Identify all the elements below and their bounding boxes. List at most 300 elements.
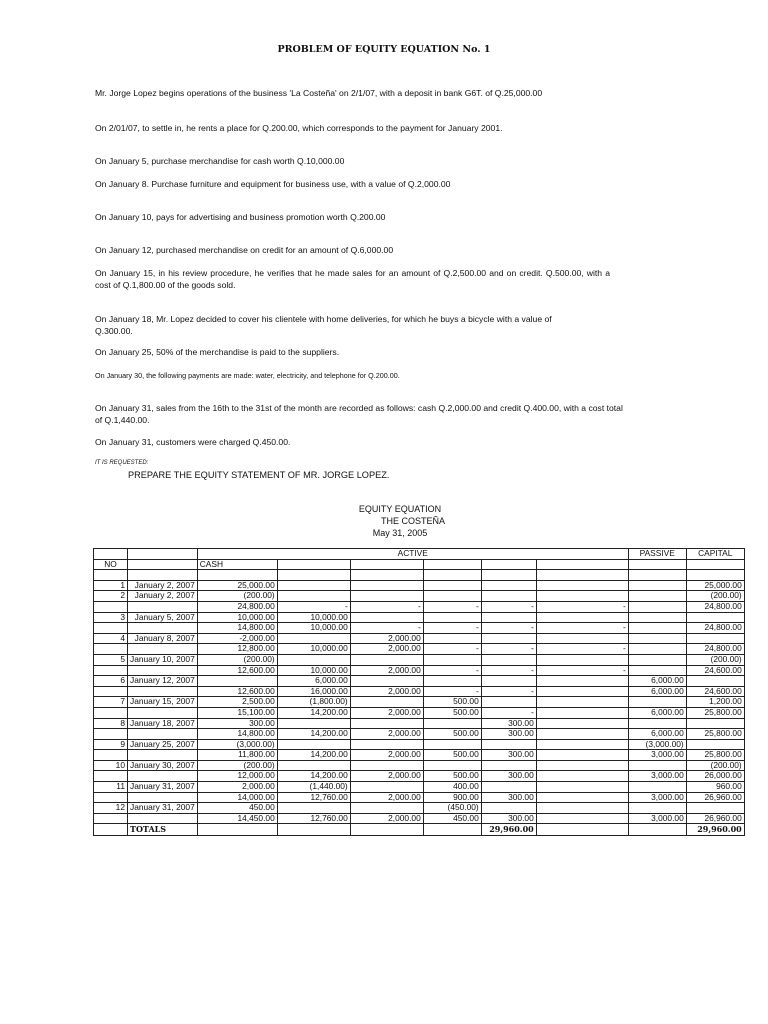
row-date: January 30, 2007 <box>128 760 198 771</box>
row-amount: 14,200.00 <box>277 750 350 761</box>
row-date: January 2, 2007 <box>128 580 198 591</box>
row-number <box>94 665 128 676</box>
row-number: 5 <box>94 654 128 665</box>
table-row <box>94 623 745 634</box>
row-number: 9 <box>94 739 128 750</box>
row-amount: 2,000.00 <box>350 644 423 655</box>
row-number <box>94 601 128 612</box>
row-amount <box>481 612 536 623</box>
header-blank <box>350 559 423 570</box>
row-amount <box>350 697 423 708</box>
totals-active: 29,960.00 <box>481 824 536 836</box>
equity-equation-table <box>93 548 745 836</box>
row-amount: 24,800.00 <box>686 601 744 612</box>
paragraph-jan18: On January 18, Mr. Lopez decided to cover his clientele with home deliveries, for which he buys a bicycle with a value of Q.300.00. <box>95 314 552 336</box>
row-amount <box>277 718 350 729</box>
row-date: January 5, 2007 <box>128 612 198 623</box>
row-date <box>128 601 198 612</box>
row-amount: 300.00 <box>481 729 536 740</box>
row-amount: 25,800.00 <box>686 750 744 761</box>
row-amount <box>481 760 536 771</box>
table-row <box>94 707 745 718</box>
table-body <box>94 549 745 836</box>
row-amount <box>277 654 350 665</box>
row-amount <box>536 707 628 718</box>
header-passive: PASSIVE <box>628 549 686 560</box>
row-amount: 300.00 <box>481 718 536 729</box>
row-amount: 300.00 <box>481 813 536 824</box>
row-amount: 2,000.00 <box>350 729 423 740</box>
row-amount: - <box>536 644 628 655</box>
row-amount: 24,600.00 <box>686 665 744 676</box>
paragraph-jan5: On January 5, purchase merchandise for cash worth Q.10,000.00 <box>95 156 345 166</box>
row-amount: 6,000.00 <box>277 676 350 687</box>
row-amount: - <box>423 644 481 655</box>
totals-capital: 29,960.00 <box>686 824 744 836</box>
paragraph-rent: On 2/01/07, to settle in, he rents a place for Q.200.00, which corresponds to the payment for January 2001. <box>95 123 503 133</box>
row-amount <box>350 580 423 591</box>
row-amount <box>481 739 536 750</box>
row-amount: - <box>277 601 350 612</box>
paragraph-jan15: On January 15, in his review procedure, he verifies that he made sales for an amount of Q.2,500.00 and on credit. Q.500.00, with a cost of Q.1,800.00 of the goods sold. <box>95 268 610 290</box>
table-row <box>94 803 745 814</box>
row-amount <box>277 739 350 750</box>
row-amount: 26,960.00 <box>686 792 744 803</box>
paragraph-jan31-sales: On January 31, sales from the 16th to the 31st of the month are recorded as follows: cash Q.2,000.00 and credit Q.400.00, with a cost total of Q.1,440.00. <box>95 403 623 425</box>
row-date: January 31, 2007 <box>128 782 198 793</box>
row-amount: 26,000.00 <box>686 771 744 782</box>
row-amount <box>197 570 277 581</box>
header-capital: CAPITAL <box>686 549 744 560</box>
row-amount <box>481 654 536 665</box>
totals-blank <box>277 824 350 836</box>
row-number: 10 <box>94 760 128 771</box>
row-amount: 12,000.00 <box>197 771 277 782</box>
row-number: 1 <box>94 580 128 591</box>
paragraph-jan8: On January 8. Purchase furniture and equipment for business use, with a value of Q.2,000.00 <box>95 179 451 189</box>
row-amount <box>686 718 744 729</box>
row-amount <box>481 803 536 814</box>
row-amount: 2,000.00 <box>350 665 423 676</box>
row-date: January 2, 2007 <box>128 591 198 602</box>
request-text: PREPARE THE EQUITY STATEMENT OF MR. JORGE LOPEZ. <box>128 470 390 480</box>
table-row <box>94 686 745 697</box>
totals-blank <box>197 824 277 836</box>
row-number <box>94 686 128 697</box>
row-amount <box>536 760 628 771</box>
row-number <box>94 623 128 634</box>
row-number: 12 <box>94 803 128 814</box>
row-amount <box>628 718 686 729</box>
table-row <box>94 813 745 824</box>
row-amount: 26,960.00 <box>686 813 744 824</box>
row-amount: (1,800.00) <box>277 697 350 708</box>
row-amount: - <box>423 665 481 676</box>
row-number: 4 <box>94 633 128 644</box>
row-amount <box>628 580 686 591</box>
row-date: January 15, 2007 <box>128 697 198 708</box>
row-amount: 2,000.00 <box>350 771 423 782</box>
row-amount <box>628 570 686 581</box>
paragraph-jan10: On January 10, pays for advertising and business promotion worth Q.200.00 <box>95 212 386 222</box>
row-number <box>94 750 128 761</box>
table-subheader-row <box>94 559 745 570</box>
header-blank <box>128 559 198 570</box>
row-amount: 14,200.00 <box>277 707 350 718</box>
row-amount <box>481 633 536 644</box>
row-amount: 10,000.00 <box>277 644 350 655</box>
row-amount: 400.00 <box>423 782 481 793</box>
header-blank <box>94 549 128 560</box>
row-amount: 10,000.00 <box>277 612 350 623</box>
equation-header-title: EQUITY EQUATION <box>358 504 442 514</box>
table-row <box>94 633 745 644</box>
row-amount <box>536 580 628 591</box>
row-amount <box>350 718 423 729</box>
row-amount: (1,440.00) <box>277 782 350 793</box>
row-amount <box>536 686 628 697</box>
row-amount <box>628 665 686 676</box>
row-amount <box>423 591 481 602</box>
row-amount: 2,000.00 <box>350 813 423 824</box>
row-amount: 25,000.00 <box>686 580 744 591</box>
row-amount: (200.00) <box>686 760 744 771</box>
row-date: January 18, 2007 <box>128 718 198 729</box>
row-amount: 24,800.00 <box>686 644 744 655</box>
row-date <box>128 813 198 824</box>
row-date <box>128 750 198 761</box>
row-amount <box>628 591 686 602</box>
row-amount <box>481 676 536 687</box>
row-amount <box>481 591 536 602</box>
table-row <box>94 771 745 782</box>
row-amount: 500.00 <box>423 750 481 761</box>
header-blank <box>128 549 198 560</box>
row-amount: 25,800.00 <box>686 729 744 740</box>
row-amount: 12,600.00 <box>197 686 277 697</box>
totals-blank <box>536 824 628 836</box>
row-number: 6 <box>94 676 128 687</box>
row-amount <box>423 570 481 581</box>
row-amount <box>628 601 686 612</box>
row-amount <box>197 676 277 687</box>
table-row <box>94 729 745 740</box>
row-amount <box>628 633 686 644</box>
row-amount: (200.00) <box>197 760 277 771</box>
row-amount <box>536 739 628 750</box>
row-number: 3 <box>94 612 128 623</box>
row-amount: 300.00 <box>481 771 536 782</box>
row-amount: - <box>536 665 628 676</box>
row-amount: 300.00 <box>197 718 277 729</box>
row-amount: 6,000.00 <box>628 729 686 740</box>
paragraph-jan30: On January 30, the following payments are made: water, electricity, and telephone for Q.200.00. <box>95 371 400 380</box>
row-amount: (450.00) <box>423 803 481 814</box>
row-amount <box>277 591 350 602</box>
row-amount <box>536 570 628 581</box>
header-no: NO <box>94 559 128 570</box>
equation-header-company: THE COSTEÑA <box>380 516 445 526</box>
row-amount: 14,800.00 <box>197 623 277 634</box>
row-amount <box>686 570 744 581</box>
row-number: 8 <box>94 718 128 729</box>
table-row <box>94 676 745 687</box>
header-blank <box>686 559 744 570</box>
row-amount <box>536 803 628 814</box>
row-amount: - <box>423 601 481 612</box>
table-row <box>94 570 745 581</box>
row-amount <box>277 570 350 581</box>
row-number <box>94 644 128 655</box>
paragraph-opening: Mr. Jorge Lopez begins operations of the business 'La Costeña' on 2/1/07, with a deposit in bank G6T. of Q.25,000.00 <box>95 88 543 98</box>
row-amount <box>536 782 628 793</box>
row-amount: 14,800.00 <box>197 729 277 740</box>
row-amount: 15,100.00 <box>197 707 277 718</box>
row-amount <box>423 580 481 591</box>
row-amount: 2,000.00 <box>350 633 423 644</box>
row-amount <box>481 697 536 708</box>
row-amount: 900.00 <box>423 792 481 803</box>
row-amount: (200.00) <box>686 654 744 665</box>
header-blank <box>481 559 536 570</box>
row-amount <box>536 654 628 665</box>
row-amount <box>277 580 350 591</box>
row-amount <box>536 750 628 761</box>
table-row <box>94 612 745 623</box>
row-amount <box>536 612 628 623</box>
row-amount <box>536 729 628 740</box>
row-amount <box>423 633 481 644</box>
row-amount: - <box>481 707 536 718</box>
row-number <box>94 792 128 803</box>
row-date <box>128 644 198 655</box>
row-amount <box>350 612 423 623</box>
table-row <box>94 601 745 612</box>
row-amount: 3,000.00 <box>628 750 686 761</box>
row-amount: 12,800.00 <box>197 644 277 655</box>
row-amount: 2,000.00 <box>350 750 423 761</box>
row-amount <box>481 580 536 591</box>
row-amount: - <box>350 623 423 634</box>
row-amount <box>628 782 686 793</box>
row-amount <box>350 782 423 793</box>
row-amount: 960.00 <box>686 782 744 793</box>
row-amount: 14,450.00 <box>197 813 277 824</box>
row-date: January 8, 2007 <box>128 633 198 644</box>
row-amount <box>277 760 350 771</box>
row-amount: 24,800.00 <box>686 623 744 634</box>
row-amount: (200.00) <box>197 654 277 665</box>
table-row <box>94 739 745 750</box>
row-amount: 16,000.00 <box>277 686 350 697</box>
row-amount: 500.00 <box>423 729 481 740</box>
row-amount: 300.00 <box>481 792 536 803</box>
row-amount: 10,000.00 <box>277 623 350 634</box>
row-amount: - <box>481 686 536 697</box>
row-amount <box>628 612 686 623</box>
row-amount: (200.00) <box>197 591 277 602</box>
row-date <box>128 665 198 676</box>
paragraph-jan12: On January 12, purchased merchandise on credit for an amount of Q.6,000.00 <box>95 245 394 255</box>
row-amount: 500.00 <box>423 697 481 708</box>
row-number <box>94 771 128 782</box>
row-date <box>128 623 198 634</box>
row-date: January 10, 2007 <box>128 654 198 665</box>
row-amount <box>686 803 744 814</box>
row-amount <box>350 654 423 665</box>
row-amount: 3,000.00 <box>628 813 686 824</box>
row-number: 2 <box>94 591 128 602</box>
row-amount: 24,600.00 <box>686 686 744 697</box>
row-amount: - <box>481 623 536 634</box>
row-amount: 500.00 <box>423 771 481 782</box>
row-amount: 2,500.00 <box>197 697 277 708</box>
row-amount: - <box>423 623 481 634</box>
row-amount: 14,200.00 <box>277 771 350 782</box>
row-amount: 6,000.00 <box>628 707 686 718</box>
row-number: 7 <box>94 697 128 708</box>
row-date <box>128 707 198 718</box>
header-blank <box>277 559 350 570</box>
row-amount: 1,200.00 <box>686 697 744 708</box>
row-amount <box>350 570 423 581</box>
row-amount <box>423 612 481 623</box>
table-row <box>94 580 745 591</box>
row-amount <box>686 676 744 687</box>
row-amount: 2,000.00 <box>350 707 423 718</box>
row-amount <box>277 803 350 814</box>
row-amount <box>423 718 481 729</box>
row-amount <box>481 570 536 581</box>
header-blank <box>536 559 628 570</box>
row-amount: 25,800.00 <box>686 707 744 718</box>
row-amount <box>423 676 481 687</box>
header-active: ACTIVE <box>197 549 628 560</box>
row-amount: 2,000.00 <box>350 792 423 803</box>
row-amount <box>686 633 744 644</box>
table-row <box>94 718 745 729</box>
row-amount <box>536 676 628 687</box>
row-amount: 6,000.00 <box>628 686 686 697</box>
row-amount <box>423 739 481 750</box>
row-amount <box>536 697 628 708</box>
row-date: January 12, 2007 <box>128 676 198 687</box>
row-amount <box>686 612 744 623</box>
totals-label: TOTALS <box>128 824 198 836</box>
header-cash: CASH <box>197 559 277 570</box>
row-amount <box>628 803 686 814</box>
row-amount: -2,000.00 <box>197 633 277 644</box>
requested-label: IT IS REQUESTED: <box>95 460 149 466</box>
row-amount: 450.00 <box>423 813 481 824</box>
row-date <box>128 686 198 697</box>
row-amount: 450.00 <box>197 803 277 814</box>
row-amount: 24,800.00 <box>197 601 277 612</box>
row-amount <box>536 633 628 644</box>
row-amount: 300.00 <box>481 750 536 761</box>
row-amount: (3,000.00) <box>197 739 277 750</box>
row-amount: - <box>350 601 423 612</box>
table-row <box>94 750 745 761</box>
row-amount <box>350 676 423 687</box>
totals-row <box>94 824 745 836</box>
row-number: 11 <box>94 782 128 793</box>
table-row <box>94 792 745 803</box>
page-title: PROBLEM OF EQUITY EQUATION No. 1 <box>277 44 491 55</box>
row-amount: 500.00 <box>423 707 481 718</box>
row-amount <box>481 782 536 793</box>
table-row <box>94 665 745 676</box>
row-amount <box>536 591 628 602</box>
equation-header-date: May 31, 2005 <box>372 528 428 538</box>
row-amount <box>536 771 628 782</box>
totals-blank <box>94 824 128 836</box>
table-row <box>94 591 745 602</box>
row-amount <box>686 739 744 750</box>
table-row <box>94 654 745 665</box>
row-number <box>94 813 128 824</box>
paragraph-jan31-charged: On January 31, customers were charged Q.450.00. <box>95 437 291 447</box>
table-row <box>94 644 745 655</box>
row-amount: 12,600.00 <box>197 665 277 676</box>
row-amount <box>423 760 481 771</box>
row-amount <box>277 633 350 644</box>
row-amount: 6,000.00 <box>628 676 686 687</box>
row-date <box>128 570 198 581</box>
row-amount: 10,000.00 <box>197 612 277 623</box>
row-amount <box>628 654 686 665</box>
row-amount: - <box>536 601 628 612</box>
totals-blank <box>350 824 423 836</box>
row-amount: - <box>423 686 481 697</box>
paragraph-jan25: On January 25, 50% of the merchandise is paid to the suppliers. <box>95 347 340 357</box>
row-amount: 25,000.00 <box>197 580 277 591</box>
row-number <box>94 707 128 718</box>
row-amount <box>350 739 423 750</box>
row-amount: (3,000.00) <box>628 739 686 750</box>
row-amount: 11,800.00 <box>197 750 277 761</box>
row-amount <box>536 792 628 803</box>
totals-blank <box>628 824 686 836</box>
header-blank <box>628 559 686 570</box>
row-number <box>94 570 128 581</box>
header-blank <box>423 559 481 570</box>
row-amount <box>536 813 628 824</box>
row-amount <box>628 644 686 655</box>
row-amount: 3,000.00 <box>628 792 686 803</box>
row-amount <box>350 591 423 602</box>
table-row <box>94 760 745 771</box>
row-amount: - <box>481 644 536 655</box>
row-amount: 14,200.00 <box>277 729 350 740</box>
row-amount: (200.00) <box>686 591 744 602</box>
row-amount <box>423 654 481 665</box>
row-amount <box>536 718 628 729</box>
row-amount: 12,760.00 <box>277 792 350 803</box>
row-number <box>94 729 128 740</box>
row-amount: 10,000.00 <box>277 665 350 676</box>
totals-blank <box>423 824 481 836</box>
row-amount <box>628 697 686 708</box>
row-amount: 14,000.00 <box>197 792 277 803</box>
row-amount <box>350 803 423 814</box>
row-amount <box>350 760 423 771</box>
row-amount <box>628 760 686 771</box>
row-date: January 31, 2007 <box>128 803 198 814</box>
table-header-row <box>94 549 745 560</box>
row-date <box>128 729 198 740</box>
table-row <box>94 697 745 708</box>
